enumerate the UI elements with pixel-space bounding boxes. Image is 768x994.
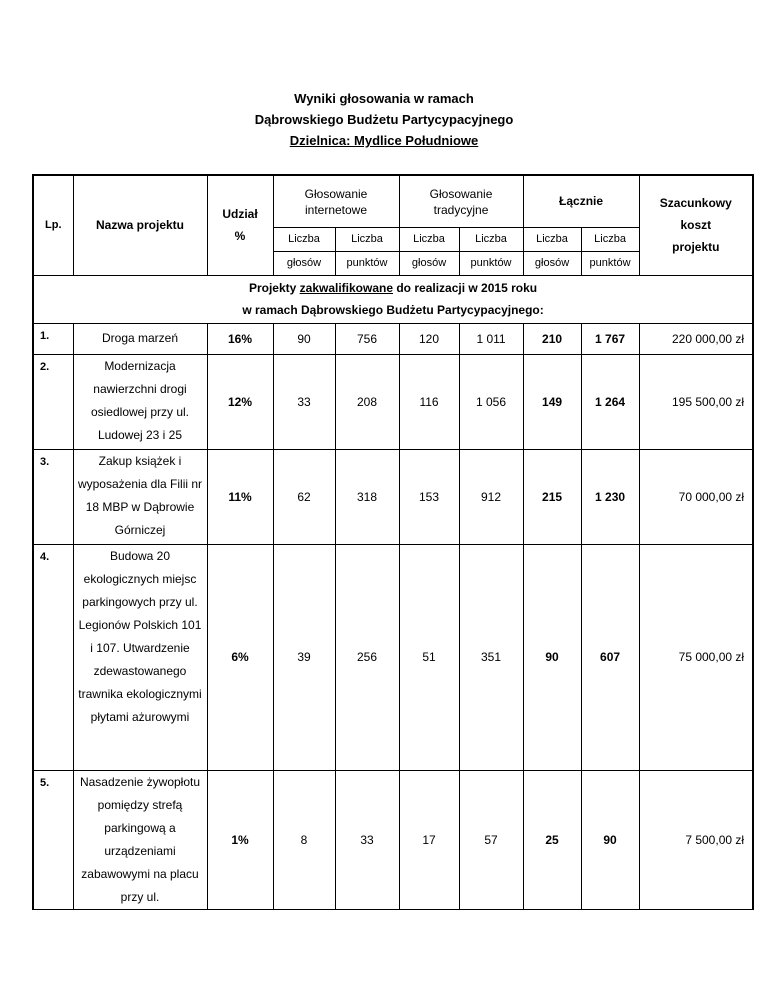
- section-text-a: Projekty: [248, 281, 300, 295]
- header-udzial-label: Udział: [222, 207, 258, 222]
- row-udzial: 12%: [207, 354, 273, 449]
- header-glosow: głosów: [523, 251, 581, 275]
- row-sum-punkty: 1 230: [581, 449, 639, 544]
- header-row-1: [33, 175, 753, 203]
- row-udzial: 16%: [207, 323, 273, 354]
- row-udzial: 11%: [207, 449, 273, 544]
- table-row: [33, 354, 753, 449]
- row-sum-punkty: 1 264: [581, 354, 639, 449]
- header-glosow: głosów: [273, 251, 335, 275]
- header-koszt: [639, 175, 753, 275]
- row-int-glosy: 62: [273, 449, 335, 544]
- row-trad-glosy: 51: [399, 544, 459, 770]
- header-punktow: punktów: [581, 251, 639, 275]
- header-nazwa: Nazwa projektu: [73, 175, 207, 275]
- header-punktow: punktów: [459, 251, 523, 275]
- row-lp: 4.: [33, 544, 73, 770]
- header-udzial: [207, 175, 273, 275]
- header-glosow: głosów: [399, 251, 459, 275]
- row-int-glosy: 90: [273, 323, 335, 354]
- header-udzial-unit: %: [234, 229, 246, 244]
- header-trad-line2: tradycyjne: [399, 203, 523, 227]
- header-internet-line2: internetowe: [273, 203, 399, 227]
- row-lp: 1.: [33, 323, 73, 354]
- section-text-underlined: zakwalifikowane: [299, 281, 394, 295]
- row-trad-glosy: 120: [399, 323, 459, 354]
- table-row: [33, 770, 753, 909]
- header-liczba: Liczba: [399, 227, 459, 251]
- table-row: [33, 323, 753, 354]
- row-int-punkty: 33: [335, 770, 399, 909]
- row-koszt: 195 500,00 zł: [639, 354, 753, 449]
- section-heading: [33, 275, 753, 323]
- row-trad-glosy: 17: [399, 770, 459, 909]
- row-koszt: 220 000,00 zł: [639, 323, 753, 354]
- row-udzial: 1%: [207, 770, 273, 909]
- row-sum-glosy: 210: [523, 323, 581, 354]
- section-heading-line2: w ramach Dąbrowskiego Budżetu Partycypacyjnego:: [242, 303, 544, 317]
- row-name: Droga marzeń: [73, 323, 207, 354]
- row-sum-glosy: 149: [523, 354, 581, 449]
- header-koszt-l1: Szacunkowy: [659, 196, 732, 211]
- row-trad-punkty: 57: [459, 770, 523, 909]
- row-koszt: 70 000,00 zł: [639, 449, 753, 544]
- header-trad-line1: Głosowanie: [399, 175, 523, 203]
- header-liczba: Liczba: [523, 227, 581, 251]
- table-row: [33, 449, 753, 544]
- row-trad-punkty: 351: [459, 544, 523, 770]
- row-trad-glosy: 116: [399, 354, 459, 449]
- row-int-glosy: 8: [273, 770, 335, 909]
- row-sum-punkty: 1 767: [581, 323, 639, 354]
- row-int-punkty: 756: [335, 323, 399, 354]
- header-koszt-l2: koszt: [680, 218, 712, 233]
- row-trad-punkty: 912: [459, 449, 523, 544]
- row-lp: 5.: [33, 770, 73, 909]
- row-int-punkty: 208: [335, 354, 399, 449]
- header-lacznie: Łącznie: [523, 175, 639, 227]
- row-name: Modernizacja nawierzchni drogi osiedlowej przy ul. Ludowej 23 i 25: [73, 354, 207, 449]
- row-int-punkty: 256: [335, 544, 399, 770]
- results-table: [32, 174, 754, 910]
- header-liczba: Liczba: [335, 227, 399, 251]
- row-int-glosy: 39: [273, 544, 335, 770]
- row-sum-punkty: 607: [581, 544, 639, 770]
- row-lp: 2.: [33, 354, 73, 449]
- table-row: [33, 544, 753, 770]
- row-udzial: 6%: [207, 544, 273, 770]
- row-name: Budowa 20 ekologicznych miejsc parkingowych przy ul. Legionów Polskich 101 i 107. Utwardzenie zdewastowanego trawnika ekologicznymi płytami ażurowymi: [73, 544, 207, 770]
- header-koszt-l3: projektu: [672, 240, 720, 255]
- row-name: Zakup książek i wyposażenia dla Filii nr 18 MBP w Dąbrowie Górniczej: [73, 449, 207, 544]
- row-sum-glosy: 25: [523, 770, 581, 909]
- row-sum-glosy: 215: [523, 449, 581, 544]
- row-trad-glosy: 153: [399, 449, 459, 544]
- header-liczba: Liczba: [581, 227, 639, 251]
- title-line-2: Dąbrowskiego Budżetu Partycypacyjnego: [254, 112, 514, 127]
- row-lp: 3.: [33, 449, 73, 544]
- header-liczba: Liczba: [459, 227, 523, 251]
- row-sum-glosy: 90: [523, 544, 581, 770]
- row-trad-punkty: 1 011: [459, 323, 523, 354]
- section-text-b: do realizacji w 2015 roku: [393, 281, 538, 295]
- title-line-1: Wyniki głosowania w ramach: [294, 91, 474, 106]
- row-int-glosy: 33: [273, 354, 335, 449]
- row-koszt: 7 500,00 zł: [639, 770, 753, 909]
- row-koszt: 75 000,00 zł: [639, 544, 753, 770]
- section-heading-row: [33, 275, 753, 323]
- row-sum-punkty: 90: [581, 770, 639, 909]
- header-punktow: punktów: [335, 251, 399, 275]
- title-district: Dzielnica: Mydlice Południowe: [289, 133, 479, 148]
- row-name: Nasadzenie żywopłotu pomiędzy strefą parkingową a urządzeniami zabawowymi na placu przy ul.: [73, 770, 207, 909]
- header-internet-line1: Głosowanie: [273, 175, 399, 203]
- header-liczba: Liczba: [273, 227, 335, 251]
- header-lp: Lp.: [33, 175, 73, 275]
- document-title: [0, 88, 768, 151]
- section-heading-line1: [34, 277, 752, 299]
- row-trad-punkty: 1 056: [459, 354, 523, 449]
- row-int-punkty: 318: [335, 449, 399, 544]
